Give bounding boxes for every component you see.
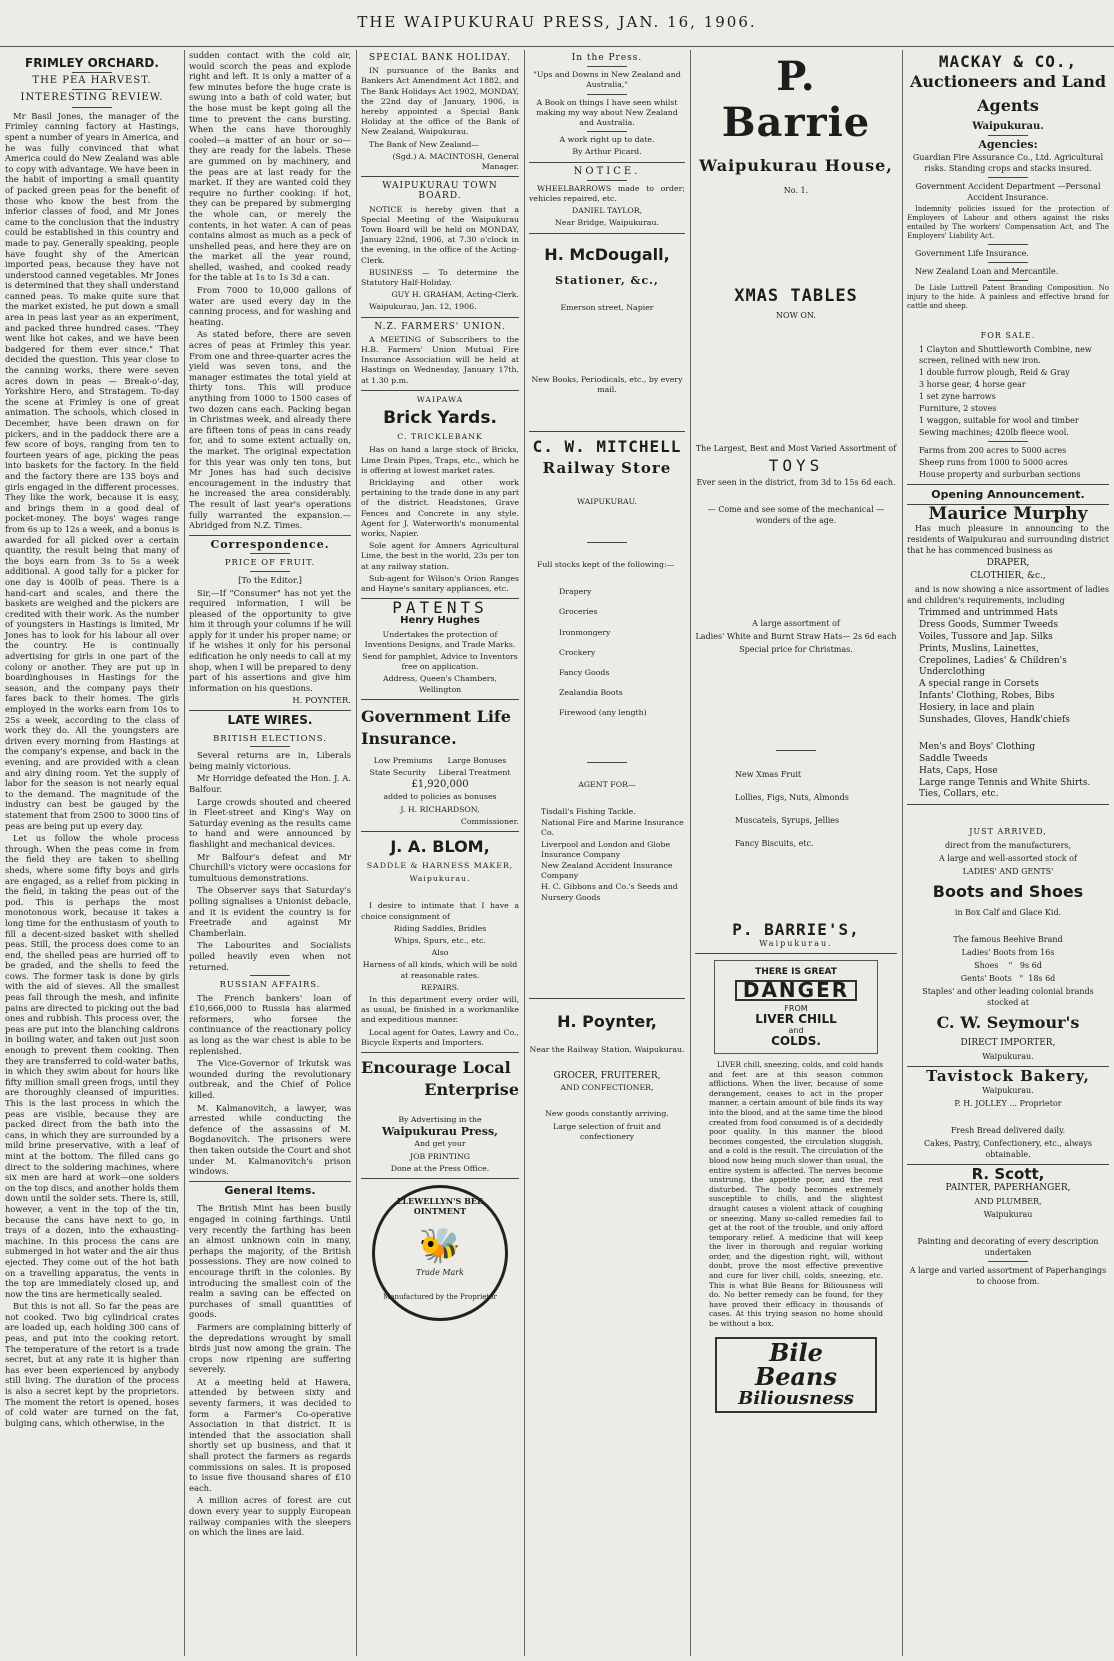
ad-body: — Come and see some of the mechanical — wonders of the age. bbox=[707, 505, 885, 525]
ad-body: Large selection of fruit and confectionery bbox=[552, 1121, 661, 1141]
ad-place: Waipukurau. bbox=[982, 1086, 1034, 1095]
notice-body: IN pursuance of the Banks and Bankers Act Amendment Act 1882, and The Bank Holidays Act 1902, MONDAY, the 22nd day of January, 1906, is hereby appointed a Special Bank Holiday at the office of the Bank of New Zealand, Waipukurau. bbox=[361, 66, 519, 137]
ad-body: Cakes, Pastry, Confectionery, etc., always obtainable. bbox=[924, 1139, 1092, 1159]
section-subtitle: BRITISH ELECTIONS. bbox=[213, 732, 327, 743]
ad-title: H. Poynter, bbox=[557, 1011, 657, 1031]
ad-body: State Security Liberal Treatment bbox=[369, 767, 511, 777]
wire-item: The Observer says that Saturday's polling signalises a Unionist debacle, and it is evident the country is for Freetrade and against Mr Chamberlain. bbox=[189, 885, 351, 938]
ad-body: Also bbox=[431, 948, 449, 958]
ad-item: Hats, Caps, Hose bbox=[919, 766, 998, 776]
ad-name: C. TRICKLEBANK bbox=[397, 432, 483, 442]
ad-place: Waipukurau. bbox=[982, 1052, 1034, 1061]
ad-body: Harness of all kinds, which will be sold at reasonable rates. bbox=[362, 960, 518, 980]
notice-body: A MEETING of Subscribers to the H.B. Farmers' Union Mutual Fire Insurance Association will be held at Hastings on Wednesday, January 17th, at 1.30 p.m. bbox=[361, 334, 519, 385]
ad-body: WHEELBARROWS made to order; vehicles repaired, etc. bbox=[529, 183, 685, 204]
ad-item: Zealandia Boots bbox=[559, 688, 623, 698]
ad-title: PATENTS bbox=[392, 598, 488, 618]
ad-body: Painting and decorating of every description undertaken bbox=[917, 1237, 1099, 1257]
ad-title: Maurice Murphy bbox=[928, 504, 1088, 524]
ad-name: DANIEL TAYLOR, bbox=[571, 206, 643, 216]
ad-place: Waipukurau bbox=[983, 1210, 1033, 1219]
ad-body: New goods constantly arriving. bbox=[545, 1109, 669, 1119]
column-frimley bbox=[0, 50, 184, 1656]
ad-body: By Arthur Picard. bbox=[572, 147, 642, 157]
ad-section: JUST ARRIVED, bbox=[969, 827, 1047, 836]
wire-item: The Labourites and Socialists polled heavily even when not returned. bbox=[189, 940, 351, 972]
general-item: Farmers are complaining bitterly of the depredations wrought by small birds just now among the grain. The crops now ripening are suffering severely. bbox=[189, 1321, 351, 1375]
ad-title: NOTICE. bbox=[573, 165, 641, 177]
ad-item: New Zealand Accident Insurance Company bbox=[541, 860, 673, 881]
ad-body: A large and varied assortment of Paperhangings to choose from. bbox=[909, 1266, 1107, 1286]
ad-item: H. C. Gibbons and Co.'s Seeds and Nursery Goods bbox=[541, 882, 678, 902]
ad-item: Whips, Spurs, etc., etc. bbox=[394, 936, 486, 945]
ad-body: Address, Queen's Chambers, Wellington bbox=[382, 674, 498, 694]
ad-item: Firewood (any length) bbox=[559, 708, 647, 718]
column-ads-1 bbox=[524, 50, 690, 1656]
column-ads-2 bbox=[902, 50, 1114, 1656]
ad-body: New Books, Periodicals, etc., by every mail. bbox=[531, 375, 683, 395]
ad-item: Infants' Clothing, Robes, Bibs bbox=[919, 691, 1055, 701]
ad-title: MACKAY & CO., bbox=[938, 52, 1078, 71]
ad-item: Trimmed and untrimmed Hats bbox=[919, 608, 1058, 618]
ad-price: Gents' Boots " 18s 6d bbox=[960, 974, 1056, 983]
sale-item: 1 double furrow plough, Reid & Gray bbox=[919, 368, 1070, 377]
ad-title: J. A. BLOM, bbox=[390, 836, 490, 856]
ad-item: Hosiery, in lace and plain bbox=[919, 703, 1035, 713]
ad-title: Boots and Shoes bbox=[932, 882, 1084, 901]
ad-place: Waipukurau. bbox=[972, 121, 1044, 132]
article-paragraph: As stated before, there are seven acres of peas at Frimley this year. From one and three-quarter acres the yield was seven tons, and the manager estimates the total yield at thirty tons. This will produce anything from 1000 to 1500 cases of two dozen cans each. Packing began in Christmas week, and already there are fifteen tons of peas in cans ready for, and to some extent actually on, the market. The original expectation for this year was only ten tons, but Mr Jones has had such decisive encouragement in the industry that he increased the area considerably. The result of last year's operations fully warranted the expansion.—Abridged from N.Z. Times. bbox=[189, 329, 351, 531]
ad-item: Crepolines, Ladies' & Children's Underclothing bbox=[919, 656, 1067, 677]
ad-body: Has much pleasure in announcing to the residents of Waipukurau and surrounding district that he has commenced business as bbox=[907, 524, 1109, 555]
ad-title: H. McDougall, bbox=[544, 244, 670, 264]
ad-body: direct from the manufacturers, bbox=[944, 841, 1072, 850]
ad-body: Emerson street, Napier bbox=[560, 302, 654, 312]
ad-title: P. BARRIE'S, bbox=[732, 920, 860, 939]
masthead: THE WAIPUKURAU PRESS, JAN. 16, 1906. bbox=[0, 0, 1114, 47]
letter-signature: H. POYNTER. bbox=[292, 695, 351, 706]
danger-and: and bbox=[788, 1026, 804, 1035]
section-title: LATE WIRES. bbox=[227, 713, 313, 728]
section-subtitle: PRICE OF FRUIT. bbox=[224, 557, 316, 568]
sale-item: 3 horse gear, 4 horse gear bbox=[919, 380, 1026, 389]
ad-title: Brick Yards. bbox=[383, 408, 497, 429]
danger-colds: COLDS. bbox=[771, 1034, 821, 1048]
ad-body: A large and well-assorted stock of bbox=[939, 854, 1077, 863]
ad-price: Shoes " 9s 6d bbox=[974, 961, 1042, 970]
ad-title: Enterprise bbox=[424, 1080, 519, 1100]
ad-body: in Box Calf and Glace Kid. bbox=[954, 908, 1062, 917]
bee-ointment-seal bbox=[372, 1185, 508, 1321]
ad-body: And get your bbox=[414, 1139, 466, 1149]
ad-body: "Ups and Downs in New Zealand and Australia," bbox=[533, 70, 681, 90]
section-title: General Items. bbox=[224, 1183, 316, 1197]
wire-item: Several returns are in, Liberals being mainly victorious. bbox=[189, 750, 351, 771]
ad-body: The Largest, Best and Most Varied Assortment of bbox=[695, 444, 897, 453]
wire-item: The French bankers' loan of £10,666,000 to Russia has alarmed reformers, who forsee the continuance of the reactionary policy as long as the war chest is able to be replenished. bbox=[189, 992, 351, 1056]
ad-title: C. W. Seymour's bbox=[936, 1013, 1080, 1032]
ad-body: JOB PRINTING bbox=[409, 1151, 471, 1161]
ad-place: Waipukurau. bbox=[409, 874, 471, 884]
section-subtitle: RUSSIAN AFFAIRS. bbox=[219, 979, 321, 990]
ad-section: Opening Announcement. bbox=[931, 488, 1085, 501]
notice-sig: (Sgd.) A. MACINTOSH, General Manager. bbox=[392, 151, 519, 172]
ad-headline: XMAS TABLES bbox=[734, 286, 858, 306]
article-paragraph: sudden contact with the cold air, would scorch the peas and explode right and left. It is only a matter of a few minutes before the huge crate is swung into a bath of cold water, but the hose must be kept going all the time to prevent the cans bursting. When the cans have thoroughly cooled—a matter of an hour or so—they are ready for the labels. These are gummed on by machinery, and the peas are at last ready for the market. If they are wanted cold they require no further cooking: if hot, they can be prepared by submerging the whole can, or merely the contents, in hot water. A can of peas contains almost as much as a peck of unshelled peas, and here they are on the market all the year round, shelled, washed, and cooked ready for the table at 1s to 1s 3d a can. bbox=[189, 50, 351, 283]
ad-title: Encourage Local bbox=[361, 1058, 511, 1078]
notice-title: SPECIAL BANK HOLIDAY. bbox=[369, 53, 511, 63]
notice-body: BUSINESS — To determine the Statutory Half-Holiday. bbox=[361, 267, 519, 288]
ad-item: Tisdall's Fishing Tackle. bbox=[541, 806, 636, 816]
ad-item: Large range Tennis and White Shirts. Ties, Collars, etc. bbox=[919, 778, 1091, 799]
ad-body: added to policies as bonuses bbox=[383, 792, 497, 802]
ad-body: Government Life Insurance. bbox=[915, 249, 1029, 258]
ad-item: National Fire and Marine Insurance Co. bbox=[541, 818, 684, 838]
ad-top: WAIPAWA bbox=[416, 394, 464, 404]
ad-item: Crockery bbox=[559, 647, 596, 657]
ad-title: Tavistock Bakery, bbox=[926, 1067, 1090, 1085]
ad-price: Ladies' Boots from 16s bbox=[961, 948, 1055, 957]
ad-body: New Zealand Loan and Mercantile. bbox=[915, 267, 1059, 276]
ad-item: Fancy Goods bbox=[559, 668, 610, 678]
ad-body: P. H. JOLLEY ... Proprietor bbox=[954, 1099, 1062, 1108]
notice-sig: The Bank of New Zealand— bbox=[369, 139, 480, 149]
ad-sub: Stationer, &c., bbox=[555, 273, 659, 287]
ad-body: Ladies' White and Burnt Straw Hats— 2s 6d each bbox=[695, 632, 897, 641]
ad-body: DRAPER, bbox=[986, 558, 1030, 568]
sale-item: Sewing machines; 420lb fleece wool. bbox=[919, 428, 1069, 437]
ad-body: No. 1. bbox=[783, 186, 809, 195]
wire-item: M. Kalmanovitch, a lawyer, was arrested while conducting the defence of the assassins of M. Bogdanovitch. The prisoners were then taken outside the Court and shot under M. Kalmanovitch's prison windows. bbox=[189, 1102, 351, 1177]
general-item: A million acres of forest are cut down every year to supply European railway companies with the sleepers on which the lines are laid. bbox=[189, 1495, 351, 1538]
sale-item: 1 Clayton and Shuttleworth Combine, new screen, relined with new iron. bbox=[919, 345, 1092, 365]
bee-icon: 🐝 bbox=[418, 1226, 462, 1267]
ad-place: WAIPUKURAU. bbox=[577, 496, 637, 506]
ad-body: Send for pamphlet, Advice to Inventors free on application. bbox=[362, 651, 518, 672]
seal-mark: Trade Mark bbox=[416, 1268, 464, 1278]
ad-body: LADIES' AND GENTS' bbox=[962, 867, 1054, 876]
ad-body: Sole agent for Amners Agricultural Lime, the best in the world, 23s per ton at any railway station. bbox=[361, 541, 519, 571]
wire-item: Mr Horridge defeated the Hon. J. A. Balfour. bbox=[189, 773, 351, 794]
letter-to: [To the Editor.] bbox=[238, 574, 302, 585]
letter-body: Sir,—If "Consumer" has not yet the required information, I will be pleased of the opportunity to give him it through your columns if he will apply for it under his proper name; or if he wishes it only for his personal edification he only needs to call at my shop, when I will be prepared to deny part of his assertions and give him information on his questions. bbox=[189, 587, 351, 693]
ad-body: A work right up to date. bbox=[559, 135, 655, 145]
ad-body: NOW ON. bbox=[776, 311, 816, 320]
sale-item: 1 waggon, suitable for wool and timber bbox=[919, 416, 1079, 425]
danger-text: DANGER bbox=[735, 980, 857, 1001]
article-subtitle: INTERESTING REVIEW. bbox=[20, 92, 164, 104]
ad-item: Drapery bbox=[559, 587, 592, 597]
ad-body: DIRECT IMPORTER, bbox=[960, 1038, 1056, 1048]
ad-item: Dress Goods, Summer Tweeds bbox=[919, 620, 1059, 630]
notice-sig: GUY H. GRAHAM, Acting-Clerk. bbox=[391, 290, 519, 300]
ad-item: Prints, Muslins, Lainettes, bbox=[919, 644, 1039, 654]
ad-body: CLOTHIER, &c., bbox=[970, 571, 1046, 581]
ad-title: C. W. MITCHELL bbox=[532, 437, 682, 457]
ad-sub: Railway Store bbox=[542, 458, 672, 477]
bile-text: Bile bbox=[769, 1337, 823, 1367]
danger-from: FROM bbox=[784, 1004, 808, 1013]
ad-sub: Waipukurau House, bbox=[699, 156, 893, 175]
ad-title: Government Life Insurance. bbox=[361, 706, 511, 748]
ad-item: Fancy Biscuits, etc. bbox=[735, 839, 814, 848]
ad-body: and is now showing a nice assortment of ladies and children's requirements, including bbox=[907, 585, 1109, 605]
sale-item: Sheep runs from 1000 to 5000 acres bbox=[919, 458, 1068, 467]
biliousness-text: Biliousness bbox=[738, 1387, 854, 1409]
column-notices bbox=[356, 50, 524, 1656]
notice-title: N.Z. FARMERS' UNION. bbox=[374, 321, 506, 332]
column-news bbox=[184, 50, 356, 1656]
ad-title: R. Scott, bbox=[971, 1165, 1045, 1183]
ad-body: Local agent for Oates, Lawry and Co., Bicycle Experts and Importers. bbox=[361, 1027, 520, 1047]
seal-ring-text: LLEWELLYN'S BEE OINTMENT bbox=[396, 1196, 484, 1217]
ad-body: LIVER chill, sneezing, colds, and cold hands and feet are at this season common afflictions. When the liver, because of some derangement, ceases to act in the proper manner, a certain amount of bile finds its way into the blood, and at the same time the blood created from food consumed is of a decidedly poor quality. In this manner the blood becomes congested, the circulation sluggish, and a cold is the result. The circulation of the blood now being much slower than usual, the entire system is affected. The nerves become unstrung, the appetite poor, and the rest disturbed. The body becomes extremely susceptible to chills, and the slightest draught causes a violent attack of coughing or sneezing. Many so-called remedies fail to get at the root of the trouble, and only afford temporary relief. A medicine that will keep the liver in thorough and regular working order, and the digestion right, will, without doubt, prove the most effective preventive and cure for liver chill, colds, sneezing, etc. This is what Bile Beans for Biliousness will do. No better remedy can be found, for they have proved their efficacy in thousands of cases. At this trying season no home should be without a box. bbox=[709, 1060, 883, 1329]
ad-body: De Lisle Luttrell Patent Branding Composition. No injury to the hide. A painless and effective brand for cattle and sheep. bbox=[907, 284, 1109, 310]
article-subtitle: THE PEA HARVEST. bbox=[32, 74, 152, 86]
ad-item: Men's and Boys' Clothing bbox=[919, 742, 1036, 752]
ad-body: I desire to intimate that I have a choice consignment of bbox=[361, 901, 519, 921]
wire-item: The Vice-Governor of Irkutsk was wounded during the revolutionary outbreak, and the Chief of Police killed. bbox=[189, 1058, 351, 1101]
ad-body: GROCER, FRUITERER, bbox=[553, 1070, 661, 1081]
ad-body: Fresh Bread delivered daily. bbox=[950, 1126, 1066, 1135]
notice-body: NOTICE is hereby given that a Special Meeting of the Waipukurau Town Board will be held on MONDAY, January 22nd, 1906, at 7.30 o'clock in the evening, in the office of the Acting-Clerk. bbox=[361, 204, 519, 265]
wire-item: Large crowds shouted and cheered in Fleet-street and King's Way on Saturday evening as the results came to hand and were announced by flashlight and mechanical devices. bbox=[189, 796, 351, 849]
ad-sub: Auctioneers and Land Agents bbox=[909, 72, 1107, 115]
ad-headline: TOYS bbox=[768, 456, 824, 475]
column-barrie bbox=[690, 50, 902, 1656]
ad-place: Waipukurau. bbox=[759, 939, 833, 948]
ad-body: AND CONFECTIONER, bbox=[560, 1083, 654, 1093]
article-paragraph: Mr Basil Jones, the manager of the Frimley canning factory at Hastings, spent a number of years in America, and he was fully convinced that what America could do New Zealand was able to copy with advantage. We have been in the habit of importing a small quantity of packed green peas for the benefit of those who know the best from the inferior classes of food, and Mr Jones came to the conclusion that the industry could be established in this country and made to pay. Generally speaking, people have fought shy of the American imported peas, because they have not understood canned vegetables. Mr Jones is determined that they shall understand canned peas. To make quite sure that the market existed, he put down a small area in peas last year as an experiment, and packed three hundred cases. "They went like hot cakes, and we have been badgered for them ever since." That decided the question. This year close to the canning works, there were seven acres down in peas — Break-o'-day, Yorkshire Hero, and Stratagem. To-day the scene at Frimley is one of great animation. The schools, which closed in December, have been drawn on for pickers, and in the paddock there are a few score of boys, ranging from ten to fourteen years of age, picking the peas into baskets for the factory. In the field and the factory there are 135 boys and girls engaged in the different processes. They like the work, because it is easy, and brings them in a good deal of pocket-money. The boys' wages range from 6s up to 12s a week, and a bonus is awarded for all picked over a certain quantity, the result being that many of the boys earn from 3s to 5s a week additional. A good tally for a picker for one day is 400lb of peas. There is a hand-cart and scales, and there the baskets are weighed and the pickers are credited with their work. As the number of youngsters in Hastings is limited, Mr Jones has to look for his labour all over the country. He is continually advertising for girls in one part of the colony or another. They are put up in boardinghouses in Hastings for the season, and the company pays their fares back to their homes. The girls employed in the works earn from 10s to 25s a week, according to the class of work they do. All the youngsters are driven every morning from Hastings at the company's expense, and back in the evening, and are provided with a clean and airy dining room. Yet the supply of labor for the season is not nearly equal to the demand. The magnitude of the industry can best be gauged by the statement that from 2500 to 3000 tins of peas are being put up every day. bbox=[5, 110, 179, 831]
sale-item: Farms from 200 acres to 5000 acres bbox=[919, 446, 1067, 455]
ad-item: New Xmas Fruit bbox=[735, 770, 802, 779]
ad-body: Undertakes the protection of Inventions Designs, and Trade Marks. bbox=[364, 629, 516, 649]
ad-body: Indemnity policies issued for the protection of Employers of Labour and others against the risks entailed by The workers' Compensation Act, and The Employers' Liability Act. bbox=[907, 205, 1109, 240]
wire-item: Mr Balfour's defeat and Mr Churchill's victory were occasions for tumultuous demonstrations. bbox=[189, 851, 351, 883]
seal-bottom: Manufactured by the Proprietor bbox=[383, 1293, 497, 1302]
article-paragraph: From 7000 to 10,000 gallons of water are used every day in the canning process, and for washing and heating. bbox=[189, 285, 351, 327]
article-paragraph: But this is not all. So far the peas are not cooked. Two big cylindrical crates are loaded up, each holding 300 cans of peas, and put into the cooking retort. The temperature of the retort is a trade secret, but at any rate it is higher than has ever been experienced by anybody still living. The duration of the process is also a secret kept by the proprietors. The moment the retort is opened, hoses of cold water are turned on the fat, bulging cans, which otherwise, in the bbox=[5, 1301, 179, 1428]
ad-role: Commissioner. bbox=[460, 816, 519, 826]
ad-body: In this department every order will, as usual, be finished in a workmanlike and expeditious manner. bbox=[361, 995, 519, 1025]
ad-item: Ironmongery bbox=[559, 627, 611, 637]
general-item: At a meeting held at Hawera, attended by between sixty and seventy farmers, it was decided to form a Farmer's Co-operative Association in that district. It is intended that the association shall shortly set up business, and that it shall protect the farmers as regards commissions on sales. It is proposed to issue five thousand shares of £10 each. bbox=[189, 1376, 351, 1493]
sale-item: 1 set zyne harrows bbox=[919, 392, 996, 401]
ad-sub: SADDLE & HARNESS MAKER, bbox=[366, 860, 514, 870]
ad-body: Has on hand a large stock of Bricks, Lime Drain Pipes, Traps, etc., which he is offering at lowest market rates. bbox=[361, 445, 519, 475]
ad-body: Low Premiums Large Bonuses bbox=[373, 755, 507, 765]
general-item: The British Mint has been busily engaged in coining farthings. Until very recently the farthing has been an almost unknown coin in many, perhaps the majority, of the British possessions. They are now coined to encourage thrift in the colonies. By introducing the smallest coin of the realm a saving can be effected on purchases of small quantities of goods. bbox=[189, 1203, 351, 1320]
notice-date: Waipukurau, Jan. 12, 1906. bbox=[369, 302, 477, 312]
ad-item: Liverpool and London and Globe Insurance Company bbox=[541, 839, 671, 859]
ad-item: Saddle Tweeds bbox=[919, 754, 988, 764]
ad-body: A large assortment of bbox=[752, 619, 840, 628]
danger-top: THERE IS GREAT bbox=[755, 967, 837, 977]
ad-item: Lollies, Figs, Nuts, Almonds bbox=[735, 793, 849, 802]
sale-item: Furniture, 2 stoves bbox=[919, 404, 997, 413]
sale-item: House property and surburban sections bbox=[919, 470, 1081, 479]
ad-name: Henry Hughes bbox=[400, 615, 480, 627]
notice-title: WAIPUKURAU TOWN BOARD. bbox=[382, 181, 498, 202]
ad-section: FOR SALE. bbox=[980, 331, 1036, 340]
ad-body: Waipukurau Press, bbox=[381, 1125, 499, 1139]
ad-item: Voiles, Tussore and Jap. Silks bbox=[919, 632, 1053, 642]
ad-body: Full stocks kept of the following:— bbox=[537, 560, 675, 570]
ad-body: A Book on things I have seen whilst making my way about New Zealand and Australia. bbox=[536, 97, 678, 128]
ad-body: REPAIRS. bbox=[420, 982, 460, 992]
article-title: FRIMLEY ORCHARD. bbox=[25, 56, 159, 70]
ad-item: Muscatels, Syrups, Jellies bbox=[735, 816, 840, 825]
section-title: Correspondence. bbox=[210, 537, 330, 551]
ad-body: The famous Beehive Brand bbox=[953, 935, 1063, 944]
ad-place: Near Bridge, Waipukurau. bbox=[555, 218, 659, 228]
danger-chill: LIVER CHILL bbox=[755, 1012, 837, 1026]
beans-text: Beans bbox=[754, 1361, 838, 1391]
ad-amount: £1,920,000 bbox=[411, 779, 469, 791]
ad-item: Sunshades, Gloves, Handk'chiefs bbox=[919, 715, 1070, 725]
ad-body: Bricklaying and other work pertaining to the trade done in any part of the district. Headstones, Grave Fences and Concrete in any style. Agent for J. Waterworth's monumental works, Napier. bbox=[361, 477, 519, 538]
danger-advert bbox=[714, 960, 878, 1054]
ad-item: A special range in Corsets bbox=[919, 679, 1039, 689]
ad-name: J. H. RICHARDSON, bbox=[400, 804, 480, 814]
bile-beans-logo bbox=[715, 1337, 877, 1413]
ad-body: Guardian Fire Assurance Co., Ltd. Agricultural risks. Standing crops and stacks insured. bbox=[912, 153, 1104, 173]
ad-item: Groceries bbox=[559, 607, 598, 617]
ad-body: By Advertising in the bbox=[398, 1115, 482, 1125]
ad-title: AGENT FOR— bbox=[578, 779, 636, 789]
ad-body: Near the Railway Station, Waipukurau. bbox=[529, 1044, 685, 1054]
ad-body: Sub-agent for Wilson's Orion Ranges and Hayne's sanitary appliances, etc. bbox=[361, 573, 519, 593]
ad-item: Riding Saddles, Bridles bbox=[393, 923, 487, 933]
ad-section: Agencies: bbox=[978, 138, 1038, 151]
ad-body: Ever seen in the district, from 3d to 15s 6d each. bbox=[696, 478, 896, 487]
ad-body: Staples' and other leading colonial brands stocked at bbox=[922, 987, 1094, 1007]
ad-body: Government Accident Department —Personal Accident Insurance. bbox=[915, 182, 1101, 202]
ad-body: Special price for Christmas. bbox=[739, 645, 853, 654]
article-paragraph: Let us follow the whole process through. When the peas come in from the field they are taken to shelling sheds, where some fifty boys and girls are engaged, as a relief from picking in the field, in taking the peas out of the pod. This is perhaps the most monotonous work, because it takes a long time for the enthusiasm of youth to fill a decent-sized basket with shelled peas. Still, the process does come to an end, the shelled peas are hurried off to be graded, and the shells to feed the cows. The former task is done by girls with the aid of sieves. All the smallest peas fall through the mesh, and infinite pains are directed to picking out the bad ones and rubbish. This process over, the peas are put into the blanching caldrons in boiling water, and taken out just soon enough to prevent them cooking. Then they are transferred to cold-water baths, in which they swim about for hours like fifty million small green frogs, until they are thoroughly cleansed of impurities. This is the last process in which the peas are visible, because they are packed direct from the bath into the cans, in which they are surrounded by a mild brine preservative, with a leaf of mint at the bottom. The filled cans go direct to the soldering machines, where six men are hard at work—one solders on the top discs, and another holds them down until the solder sets. There is, still, however, a vent in the top of the tin, because the cans have next to go, in trays of a dozen, into the exhausting-machine. In this process the cans are submerged in hot water and the air thus ejected. They come out of the hot bath on a travelling apparatus, the vents in the top are immediately closed up, and now the tins are hermetically sealed. bbox=[5, 833, 179, 1299]
ad-title: P. Barrie bbox=[721, 53, 871, 146]
ad-title: In the Press. bbox=[571, 53, 643, 63]
ad-body: Done at the Press Office. bbox=[390, 1163, 490, 1173]
ad-body: AND PLUMBER, bbox=[974, 1197, 1042, 1206]
ad-body: PAINTER, PAPERHANGER, bbox=[945, 1183, 1071, 1193]
